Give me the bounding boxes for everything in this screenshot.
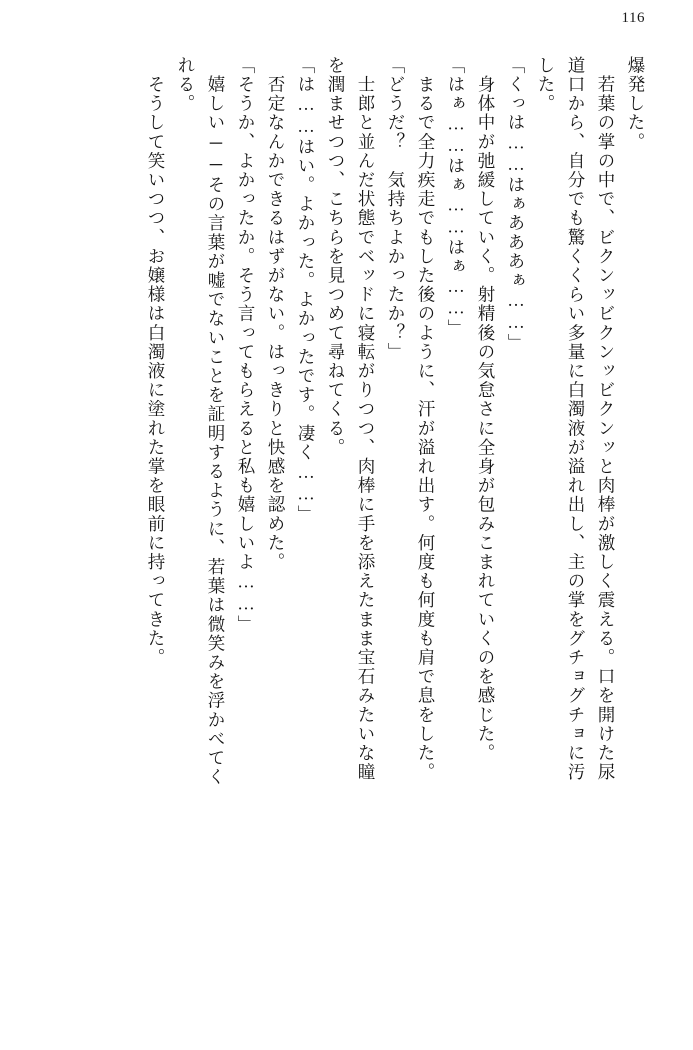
text-line: 道口から、自分でも驚くくらい多量に白濁液が溢れ出し、主の掌をグチョグチョに汚 bbox=[566, 56, 586, 782]
text-line: 否定なんかできるはずがない。はっきりと快感を認めた。 bbox=[266, 56, 286, 572]
text-line: 身体中が弛緩していく。射精後の気怠さに全身が包みこまれていくのを感じた。 bbox=[476, 56, 496, 763]
text-line: 若葉の掌の中で、ビクンッビクンッビクンッと肉棒が激しく震える。口を開けた尿 bbox=[596, 56, 616, 782]
text-line: 嬉しい──その言葉が嘘でないことを証明するように、若葉は微笑みを浮かべてく bbox=[206, 56, 226, 787]
page-body bbox=[42, 56, 651, 1016]
text-line: した。 bbox=[536, 56, 556, 114]
text-line: 士郎と並んだ状態でベッドに寝転がりつつ、肉棒に手を添えたまま宝石みたいな瞳 bbox=[356, 56, 376, 782]
text-line: 爆発した。 bbox=[626, 56, 646, 152]
page-number: 116 bbox=[621, 10, 645, 26]
text-line: 「は……はい。よかった。よかったです。凄く……」 bbox=[296, 56, 316, 525]
text-line: 「はぁ……はぁ……はぁ……」 bbox=[446, 56, 466, 339]
text-line: 「どうだ？ 気持ちよかったか？」 bbox=[386, 56, 406, 362]
text-line: を潤ませつつ、こちらを見つめて尋ねてくる。 bbox=[326, 56, 346, 458]
text-line: 「くっは……はぁあああぁ……」 bbox=[506, 56, 526, 353]
text-line: まるで全力疾走でもした後のように、汗が溢れ出す。何度も何度も肩で息をした。 bbox=[416, 56, 436, 782]
text-line: 「そうか、よかったか。そう言ってもらえると私も嬉しいよ……」 bbox=[236, 56, 256, 634]
text-line: そうして笑いつつ、お嬢様は白濁液に塗れた掌を眼前に持ってきた。 bbox=[146, 56, 166, 668]
text-line: れる。 bbox=[176, 56, 196, 114]
